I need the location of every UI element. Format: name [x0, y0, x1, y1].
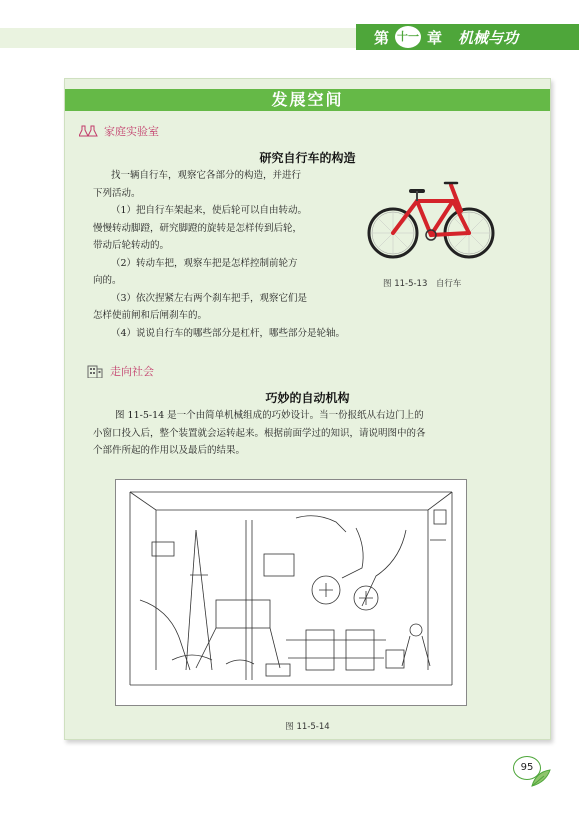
- chapter-header: [356, 24, 579, 50]
- mechanism-description: [93, 407, 533, 460]
- paragraph-line: 带动后轮转动的。: [93, 240, 170, 251]
- leaf-icon: [530, 768, 552, 788]
- paragraph-line: 个部件所起的作用以及最后的结果。: [93, 445, 246, 456]
- paragraph-line: 图 11-5-14 是一个由简单机械组成的巧妙设计。当一份报纸从右边门上的: [115, 410, 424, 421]
- chapter-prefix: 第: [374, 28, 390, 47]
- chapter-title: 机械与功: [458, 28, 519, 47]
- panel-title: 发展空间: [65, 89, 550, 111]
- bicycle-caption: 图 11-5-13 自行车: [383, 279, 462, 289]
- mechanism-caption: 图 11-5-14: [285, 722, 330, 732]
- paragraph-line: 下列活动。: [93, 187, 141, 199]
- paragraph-line: 慢慢转动脚蹬，研究脚蹬的旋转是怎样传到后轮，: [93, 222, 303, 234]
- bicycle-image: [365, 171, 495, 261]
- building-icon: [87, 364, 103, 378]
- paragraph-line: （2）转动车把，观察车把是怎样控制前轮方: [111, 257, 298, 269]
- mechanism-heading: 巧妙的自动机构: [265, 391, 350, 405]
- paragraph-line: （4）说说自行车的哪些部分是杠杆，哪些部分是轮轴。: [111, 327, 346, 339]
- page-number: 95: [513, 756, 541, 780]
- paragraph-line: （3）依次捏紧左右两个刹车把手，观察它们是: [111, 292, 308, 304]
- paragraph-line: 向的。: [93, 275, 122, 286]
- bicycle-heading: 研究自行车的构造: [259, 151, 356, 165]
- home-lab-label: [79, 123, 159, 139]
- paragraph-line: 小窗口投入后，整个装置就会运转起来。根据前面学过的知识，请说明图中的各: [93, 427, 426, 439]
- bicycle-instructions: [93, 167, 363, 342]
- automatic-mechanism-illustration: [115, 479, 467, 706]
- paragraph-line: 找一辆自行车，观察它各部分的构造，并进行: [111, 170, 302, 181]
- society-label-text: 走向社会: [110, 365, 154, 378]
- paragraph-line: 怎样使前闸和后闸刹车的。: [93, 310, 208, 321]
- chapter-number-badge: 十一: [395, 26, 421, 48]
- flask-icon: [79, 124, 101, 138]
- chapter-suffix: 章: [427, 28, 443, 47]
- development-space-panel: [64, 78, 551, 740]
- home-lab-label-text: 家庭实验室: [104, 125, 159, 138]
- society-label: [87, 363, 154, 379]
- paragraph-line: （1）把自行车架起来，使后轮可以自由转动。: [111, 205, 308, 216]
